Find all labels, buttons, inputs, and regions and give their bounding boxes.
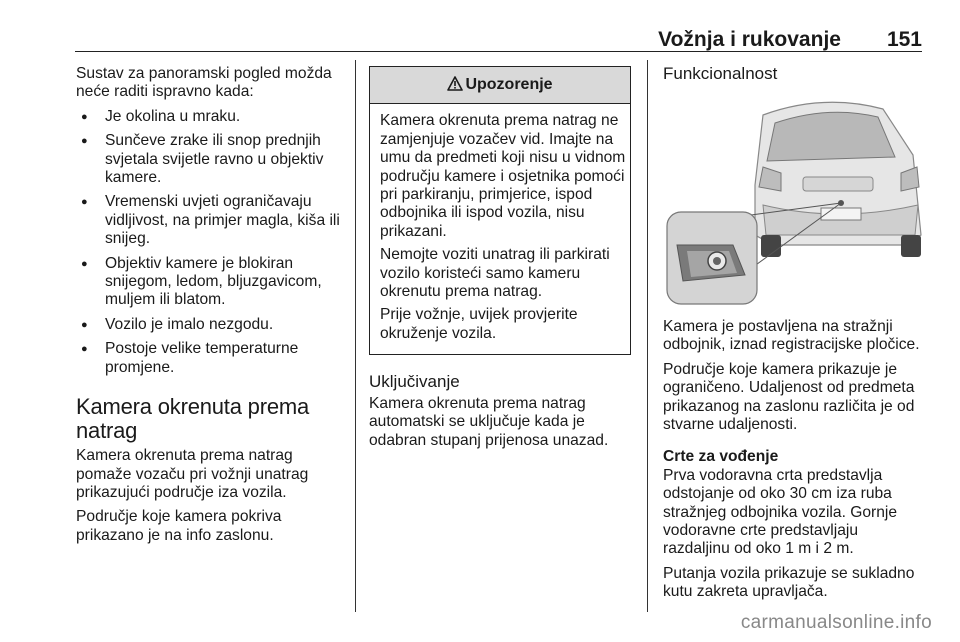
paragraph: Kamera je postavljena na stražnji odbojnik, iznad registracijske pločice. xyxy=(663,318,920,354)
subheading: Crte za vođenje xyxy=(663,448,779,466)
column-right xyxy=(663,65,928,86)
warning-box xyxy=(369,66,631,355)
column-middle xyxy=(369,65,631,456)
page-header xyxy=(658,28,922,52)
column-left xyxy=(76,65,346,551)
list-item: ● Objektiv kamere je blokiran snijegom, ledom, bljuzgavicom, muljem ili blatom. xyxy=(76,255,346,310)
list-item: ● Sunčeve zrake ili snop prednjih svjetala svijetle ravno u objektiv kamere. xyxy=(76,132,346,187)
list-item: ● Je okolina u mraku. xyxy=(76,108,346,126)
section-heading: Kamera okrenuta prema natrag xyxy=(76,394,310,444)
paragraph: Kamera okrenuta prema natrag automatski se uključuje kada je odabran stupanj prijenosa unazad. xyxy=(369,394,609,449)
section-title: Vožnja i rukovanje xyxy=(658,28,841,51)
paragraph: Područje koje kamera pokriva prikazano je na info zaslonu. xyxy=(76,508,282,544)
intro-text: Sustav za panoramski pogled možda neće raditi ispravno kada: xyxy=(76,65,332,101)
paragraph: Nemojte voziti unatrag ili parkirati vozilo koristeći samo kameru okrenutu prema natrag. xyxy=(380,246,610,301)
column-divider-1 xyxy=(355,60,356,612)
paragraph: Kamera okrenuta prema natrag pomaže vozaču pri vožnji unatrag prikazujući područje iza vozila. xyxy=(76,447,309,501)
warning-body xyxy=(370,104,630,354)
car-rear-image xyxy=(755,102,921,257)
section-heading: Funkcionalnost xyxy=(663,64,778,83)
section-heading: Uključivanje xyxy=(369,372,460,392)
rear-camera-illustration xyxy=(663,95,928,305)
warning-triangle-icon xyxy=(447,76,463,91)
paragraph: Prva vodoravna crta predstavlja odstojanje od oko 30 cm iza ruba stražnjeg odbojnika vozila. Gornje vodoravne crte predstavljaju razdaljinu od oko 1 m i 2 m. xyxy=(663,466,898,558)
conditions-list xyxy=(76,108,346,377)
header-divider xyxy=(75,51,922,52)
watermark: carmanualsonline.info xyxy=(740,612,932,633)
paragraph: Kamera okrenuta prema natrag ne zamjenjuje vozačev vid. Imajte na umu da predmeti koji nisu u vidnom području kamere i osjetnika pomoći pri parkiranju, primjerice, ispod odbojnika ili ispod vozila, nisu prikazani. xyxy=(380,112,626,240)
list-item: ● Vremenski uvjeti ograničavaju vidljivost, na primjer magla, kiša ili snijeg. xyxy=(76,193,346,248)
column-right-text xyxy=(663,318,928,608)
warning-title: Upozorenje xyxy=(465,76,553,93)
paragraph: Prije vožnje, uvijek provjerite okruženje vozila. xyxy=(380,306,578,342)
list-item: ● Postoje velike temperaturne promjene. xyxy=(76,340,346,377)
warning-header xyxy=(370,67,630,104)
paragraph: Putanja vozila prikazuje se sukladno kutu zakreta upravljača. xyxy=(663,564,915,601)
list-item: ● Vozilo je imalo nezgodu. xyxy=(76,316,346,334)
paragraph: Područje koje kamera prikazuje je ograničeno. Udaljenost od predmeta prikazanog na zaslonu različita je od stvarne udaljenosti. xyxy=(663,360,915,434)
page-number: 151 xyxy=(886,28,922,51)
column-divider-2 xyxy=(647,60,648,612)
camera-detail-inset xyxy=(667,212,757,304)
